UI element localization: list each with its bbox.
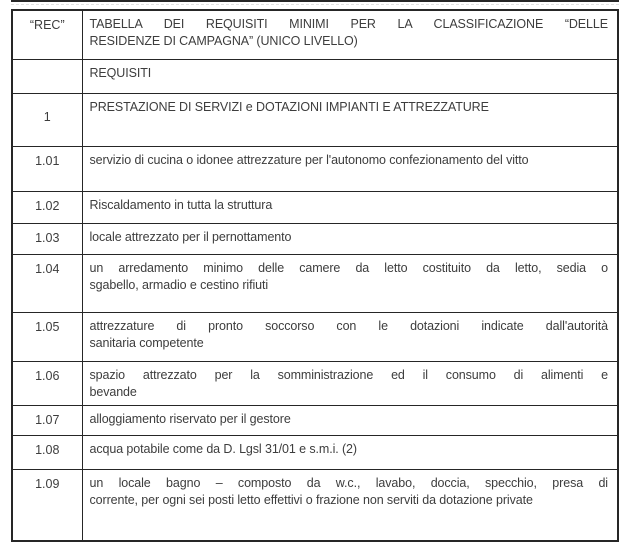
requisiti-table — [11, 9, 619, 542]
table-row — [12, 59, 618, 93]
req-text-cell — [82, 59, 618, 93]
req-text-cell — [82, 361, 618, 405]
req-code-cell: 1.01 — [12, 146, 82, 191]
req-text-cell — [82, 223, 618, 254]
text-line: sgabello, armadio e cestino rifiuti — [89, 277, 269, 292]
table-row — [12, 191, 618, 223]
text-line: un locale bagno – composto da w.c., lavabo, doccia, specchio, presa di — [89, 475, 608, 490]
text-line: un arredamento minimo delle camere da letto costituito da letto, sedia o — [89, 260, 608, 275]
req-code-cell: 1.09 — [12, 469, 82, 541]
table-row — [12, 146, 618, 191]
req-code-cell: 1.07 — [12, 405, 82, 435]
table-row — [12, 405, 618, 435]
table-row — [12, 435, 618, 469]
req-code-cell — [12, 59, 82, 93]
req-code-cell: 1.05 — [12, 312, 82, 361]
table-row — [12, 223, 618, 254]
req-code-cell: 1.06 — [12, 361, 82, 405]
req-code-cell: 1.08 — [12, 435, 82, 469]
text-line: locale attrezzato per il pernottamento — [89, 229, 292, 244]
table-body — [12, 10, 618, 541]
text-line: Riscaldamento in tutta la struttura — [89, 197, 273, 212]
req-text-cell — [82, 93, 618, 146]
text-line: acqua potabile come da D. Lgsl 31/01 e s.m.i. (2) — [89, 441, 357, 456]
req-text-cell — [82, 469, 618, 541]
scan-artifact-line — [11, 4, 619, 5]
req-code-cell: 1.04 — [12, 254, 82, 312]
req-code-cell: 1 — [12, 93, 82, 146]
table-row — [12, 312, 618, 361]
text-line: bevande — [89, 384, 137, 399]
req-text-cell — [82, 10, 618, 59]
text-line: spazio attrezzato per la somministrazione ed il consumo di alimenti e — [89, 367, 608, 382]
text-line: RESIDENZE DI CAMPAGNA” (UNICO LIVELLO) — [89, 34, 358, 48]
req-code-cell: 1.03 — [12, 223, 82, 254]
req-text-cell — [82, 191, 618, 223]
text-line: PRESTAZIONE DI SERVIZI e DOTAZIONI IMPIANTI E ATTREZZATURE — [89, 99, 489, 114]
cropped-table-edge — [11, 0, 619, 2]
text-line: sanitaria competente — [89, 335, 204, 350]
req-text-cell — [82, 146, 618, 191]
table-row — [12, 361, 618, 405]
table-row — [12, 469, 618, 541]
text-line: servizio di cucina o idonee attrezzature per l'autonomo confezionamento del vitto — [89, 152, 529, 167]
req-text-cell — [82, 405, 618, 435]
req-text-cell — [82, 254, 618, 312]
table-row — [12, 10, 618, 59]
req-text-cell — [82, 312, 618, 361]
req-code-cell: “REC” — [12, 10, 82, 59]
text-line: TABELLA DEI REQUISITI MINIMI PER LA CLASSIFICAZIONE “DELLE — [89, 17, 608, 31]
table-row — [12, 93, 618, 146]
req-code-cell: 1.02 — [12, 191, 82, 223]
table-row — [12, 254, 618, 312]
text-line: corrente, per ogni sei posti letto effettivi o frazione non serviti da dotazione private — [89, 492, 533, 507]
req-text-cell — [82, 435, 618, 469]
text-line: REQUISITI — [89, 65, 152, 80]
text-line: alloggiamento riservato per il gestore — [89, 411, 291, 426]
text-line: attrezzature di pronto soccorso con le dotazioni indicate dall'autorità — [89, 318, 608, 333]
